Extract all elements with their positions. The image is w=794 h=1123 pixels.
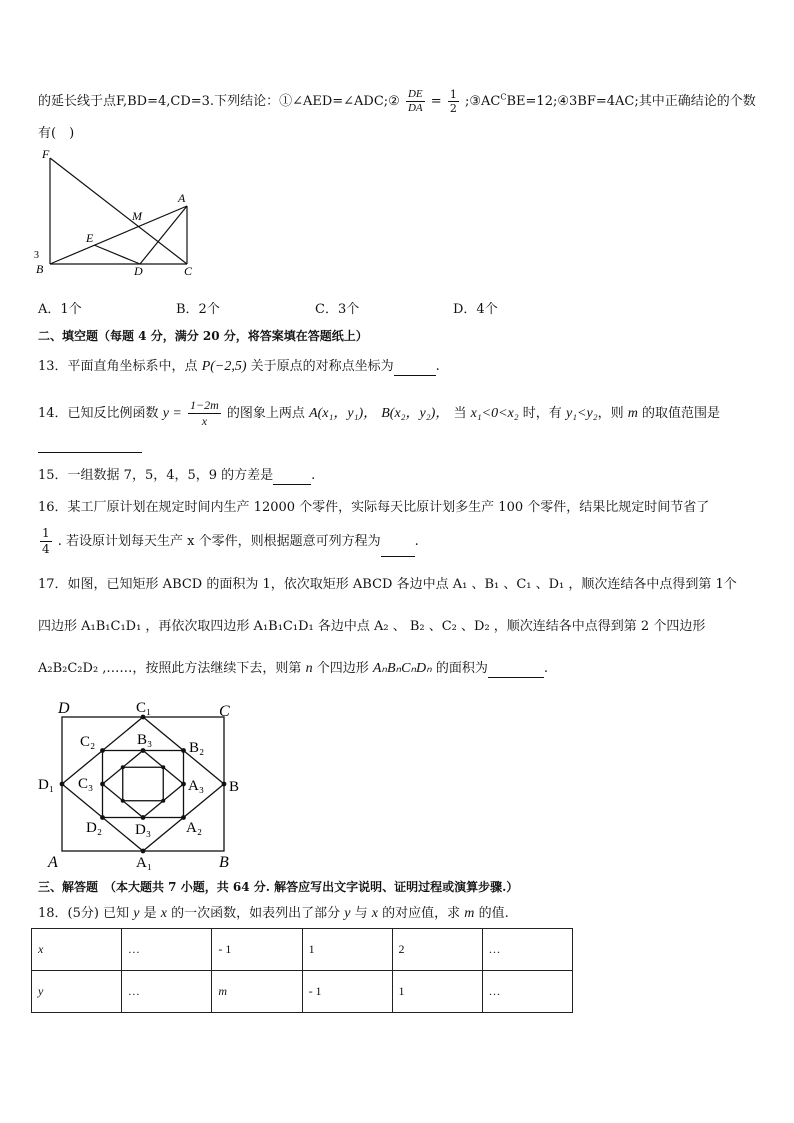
q18-x-2: x (371, 906, 378, 921)
q18-text-f: 的值. (478, 906, 509, 921)
table-cell: y (32, 971, 122, 1013)
fig12-label-m: M (132, 209, 142, 223)
q18-y-2: y (344, 906, 351, 921)
q12-fraction-de-da: $\frac{DE}{DA}$ (407, 88, 423, 114)
fig12-label-d: D (134, 264, 143, 276)
q17-quad: AₙBₙCₙDₙ (372, 661, 432, 676)
fig17-label-c3: C₃ (78, 776, 94, 792)
fig17-label-b3: B₃ (137, 732, 153, 748)
q18 (38, 905, 509, 923)
table-cell: … (121, 971, 211, 1013)
q14-point-a: A(x₁，y₁)， (309, 406, 378, 421)
q15 (38, 467, 315, 485)
q13 (38, 358, 440, 376)
q18-y: y (133, 906, 140, 921)
q15-end: . (311, 468, 316, 483)
table-cell: 1 (392, 971, 482, 1013)
q18-text-b: 是 (143, 906, 157, 921)
table-cell: m (212, 971, 302, 1013)
q16-end: . (414, 534, 419, 549)
q12-fraction-half: $\frac{1}{2}$ (449, 88, 457, 115)
fig17-label-a2: A₂ (186, 820, 203, 836)
q17-text-b: 个四边形 (316, 661, 369, 676)
fig17-label-a3: A₃ (188, 778, 205, 794)
q17-line2: 四边形 A₁B₁C₁D₁ ，再依次取四边形 A₁B₁C₁D₁ 各边中点 A₂ 、 B₂ 、C₂ 、D₂ ，顺次连结各中点得到第 2 个四边形 (38, 619, 706, 634)
table-cell: - 1 (212, 929, 302, 971)
q17-text-c: 的面积为 (435, 661, 488, 676)
fig17-label-b2: B₂ (189, 740, 205, 756)
q17-n: n (305, 661, 313, 676)
q12-ac-sup: C (500, 92, 507, 102)
q14-text-c: 当 (453, 406, 467, 421)
fig17-label-c: C (219, 703, 230, 720)
q16-fraction-quarter: $\frac{1}{4}$ (42, 526, 50, 556)
q12-text-a: 的延长线于点F,BD=4,CD=3.下列结论：①∠AED=∠ADC;② (38, 94, 400, 109)
q12-text-c: BE=12;④3BF=4AC;其中正确结论的个数 (506, 94, 756, 109)
q13-answer-blank (394, 361, 436, 376)
q14-point-b: B(x₂，y₂)， (381, 406, 450, 421)
q18-text-a: 18．(5分) 已知 (38, 906, 130, 921)
q16-line2 (38, 526, 419, 557)
q17-line3 (38, 660, 548, 678)
q18-text-e: 的对应值，求 (382, 906, 461, 921)
fig17-label-b1: B (229, 779, 240, 795)
table-cell: - 1 (302, 971, 392, 1013)
table-cell: … (482, 971, 573, 1013)
q14-text-f: 的取值范围是 (641, 406, 720, 421)
table-cell: … (482, 929, 573, 971)
fig12-label-e: E (86, 231, 94, 245)
table-cell: 2 (392, 929, 482, 971)
table-row (32, 971, 573, 1013)
q16-text: . 若设原计划每天生产 x 个零件，则根据题意可列方程为 (57, 534, 381, 549)
q16-answer-blank (381, 542, 415, 557)
q16-line1: 16．某工厂原计划在规定时间内生产 12000 个零件，实际每天比原计划多生产 100 个零件，结果比规定时间节省了 (38, 500, 710, 515)
q14-text-b: 的图象上两点 (226, 406, 305, 421)
fig17-label-c1: C₁ (136, 700, 152, 716)
fig12-label-f: F (42, 148, 50, 161)
fig17-label-c2: C₂ (80, 734, 96, 750)
q12-text-b: ;③AC (464, 94, 501, 109)
q13-end: . (435, 359, 440, 374)
q18-x: x (160, 906, 167, 921)
fig12-label-a: A (178, 191, 186, 205)
fig17-label-d: D (58, 700, 70, 717)
q17-text-a: A₂B₂C₂D₂ ,……，按照此方法继续下去，则第 (38, 661, 302, 676)
table-cell: 1 (302, 929, 392, 971)
q13-text-b: 关于原点的对称点坐标为 (250, 359, 394, 374)
fig17-label-a: A (48, 854, 58, 870)
section3-title: 三、解答题 （本大题共 7 小题，共 64 分. 解答应写出文字说明、证明过程或演算步骤.） (38, 880, 519, 894)
q14-y-eq: y = (162, 406, 182, 421)
table-cell: … (121, 929, 211, 971)
table-row (32, 929, 573, 971)
q15-text: 15．一组数据 7，5，4，5，9 的方差是 (38, 468, 274, 483)
option-a: A．1个 (38, 302, 82, 317)
q18-text-d: 与 (354, 906, 368, 921)
q17-end: . (543, 661, 549, 676)
q14-fraction: $\frac{1-2m}{x}$ (190, 398, 219, 428)
q14-text-a: 14．已知反比例函数 (38, 406, 159, 421)
q14 (38, 398, 720, 429)
fig12-label-edge: 3 (34, 250, 39, 261)
section2-title: 二、填空题（每题 4 分，满分 20 分，将答案填在答题纸上） (38, 329, 368, 343)
q12-equals: = (430, 94, 442, 109)
q14-answer-blank (38, 438, 142, 453)
q18-text-c: 的一次函数，如表列出了部分 (171, 906, 341, 921)
q14-condition: x₁<0<x₂ (470, 406, 519, 421)
fig17-label-d2: D₂ (86, 820, 103, 836)
q18-m: m (464, 906, 475, 921)
option-c: C．3个 (315, 302, 360, 317)
q13-text-a: 13．平面直角坐标系中，点 (38, 359, 198, 374)
q14-text-e: ，则 (597, 406, 624, 421)
q12-line2: 有( ) (38, 126, 75, 141)
fig12-label-c: C (184, 264, 193, 276)
q14-inequality: y₁<y₂ (565, 406, 598, 421)
fig17-label-b: B (219, 854, 229, 870)
q13-point: P(−2,5) (201, 359, 247, 374)
fig17-label-d1: D₁ (38, 777, 55, 793)
q12-line1 (38, 88, 756, 115)
fig12-label-b: B (36, 262, 44, 276)
table-cell: x (32, 929, 122, 971)
q14-text-d: 时，有 (522, 406, 562, 421)
q17-answer-blank (488, 663, 544, 678)
fig17-label-a1: A₁ (136, 855, 153, 870)
option-d: D．4个 (453, 302, 498, 317)
option-b: B．2个 (176, 302, 220, 317)
fig17-label-d3: D₃ (135, 822, 152, 838)
q15-answer-blank (273, 470, 311, 485)
q14-m: m (627, 406, 638, 421)
q18-value-table (31, 928, 573, 1013)
q17-nested-quadrilaterals-figure (38, 692, 248, 870)
q12-geometry-figure (32, 148, 202, 276)
q17-line1: 17．如图，已知矩形 ABCD 的面积为 1，依次取矩形 ABCD 各边中点 A₁ 、B₁ 、C₁ 、D₁ ，顺次连结各中点得到第 1个 (38, 577, 737, 592)
